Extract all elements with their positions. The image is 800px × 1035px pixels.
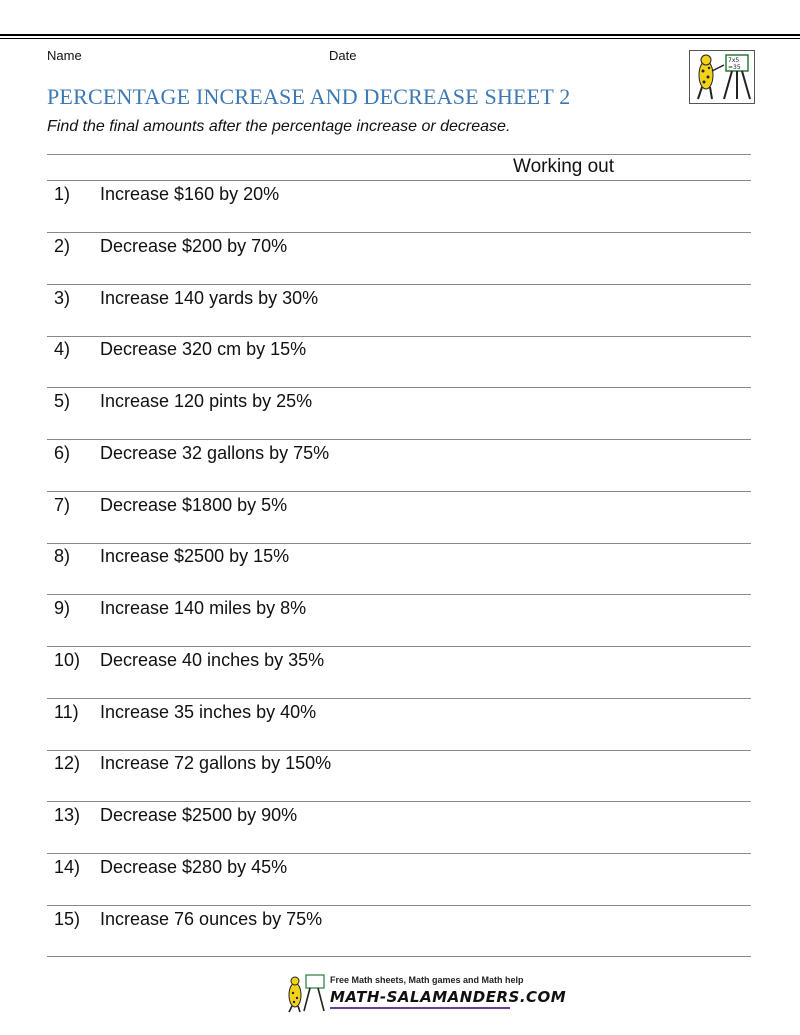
header-rule-bottom [47, 180, 751, 181]
question-text: Decrease $2500 by 90% [100, 805, 298, 825]
row-divider [47, 750, 751, 751]
row-divider [47, 698, 751, 699]
footer-underline [330, 1007, 510, 1009]
row-divider [47, 543, 751, 544]
question-number: 6) [54, 442, 71, 463]
footer-site-name: MATH-SALAMANDERS.COM [330, 988, 567, 1006]
row-divider [47, 284, 751, 285]
row-divider [47, 232, 751, 233]
date-label: Date [329, 48, 357, 63]
question-text: Increase $2500 by 15% [100, 546, 290, 567]
row-divider [47, 646, 751, 647]
question-number: 12) [54, 753, 81, 774]
instructions: Find the final amounts after the percentage increase or decrease. [47, 118, 511, 135]
question-number: 1) [54, 184, 71, 204]
top-border-thin [0, 38, 800, 39]
question-text: Decrease 40 inches by 35% [100, 649, 325, 670]
question-text: Increase 140 yards by 30% [100, 287, 319, 308]
bottom-rule [47, 956, 751, 957]
question-number: 14) [54, 856, 81, 877]
page-title: PERCENTAGE INCREASE AND DECREASE SHEET 2 [47, 84, 571, 109]
row-divider [47, 853, 751, 854]
question-number: 5) [54, 391, 71, 411]
row-divider [47, 801, 751, 802]
row-divider [47, 594, 751, 595]
question-number: 2) [54, 235, 71, 256]
row-divider [47, 336, 751, 337]
question-number: 9) [54, 598, 71, 618]
footer-tagline: Free Math sheets, Math games and Math help [330, 975, 524, 985]
row-divider [47, 439, 751, 440]
question-number: 10) [54, 649, 81, 670]
board-line-1: 7x5 [728, 57, 740, 64]
working-out-header: Working out [513, 156, 615, 177]
row-divider [47, 491, 751, 492]
question-text: Decrease $200 by 70% [100, 235, 288, 256]
question-text: Increase $160 by 20% [100, 184, 280, 204]
header-rule-top [47, 154, 751, 155]
question-text: Decrease $1800 by 5% [100, 494, 288, 515]
question-number: 8) [54, 546, 71, 567]
salamander-icon [690, 51, 754, 103]
salamander-logo [689, 50, 755, 104]
top-border [0, 34, 800, 36]
question-number: 15) [54, 908, 81, 929]
row-divider [47, 387, 751, 388]
question-number: 3) [54, 287, 71, 308]
question-number: 11) [54, 701, 79, 722]
question-text: Decrease 320 cm by 15% [100, 339, 307, 360]
question-text: Increase 140 miles by 8% [100, 598, 307, 618]
name-label: Name [47, 48, 82, 63]
question-text: Decrease 32 gallons by 75% [100, 442, 330, 463]
question-text: Decrease $280 by 45% [100, 856, 288, 877]
row-divider [47, 905, 751, 906]
question-text: Increase 120 pints by 25% [100, 391, 313, 411]
question-text: Increase 35 inches by 40% [100, 701, 317, 722]
question-number: 4) [54, 339, 71, 360]
board-line-2: =35 [728, 64, 741, 71]
question-number: 13) [54, 805, 81, 825]
question-number: 7) [54, 494, 71, 515]
question-text: Increase 76 ounces by 75% [100, 908, 323, 929]
question-text: Increase 72 gallons by 150% [100, 753, 332, 774]
